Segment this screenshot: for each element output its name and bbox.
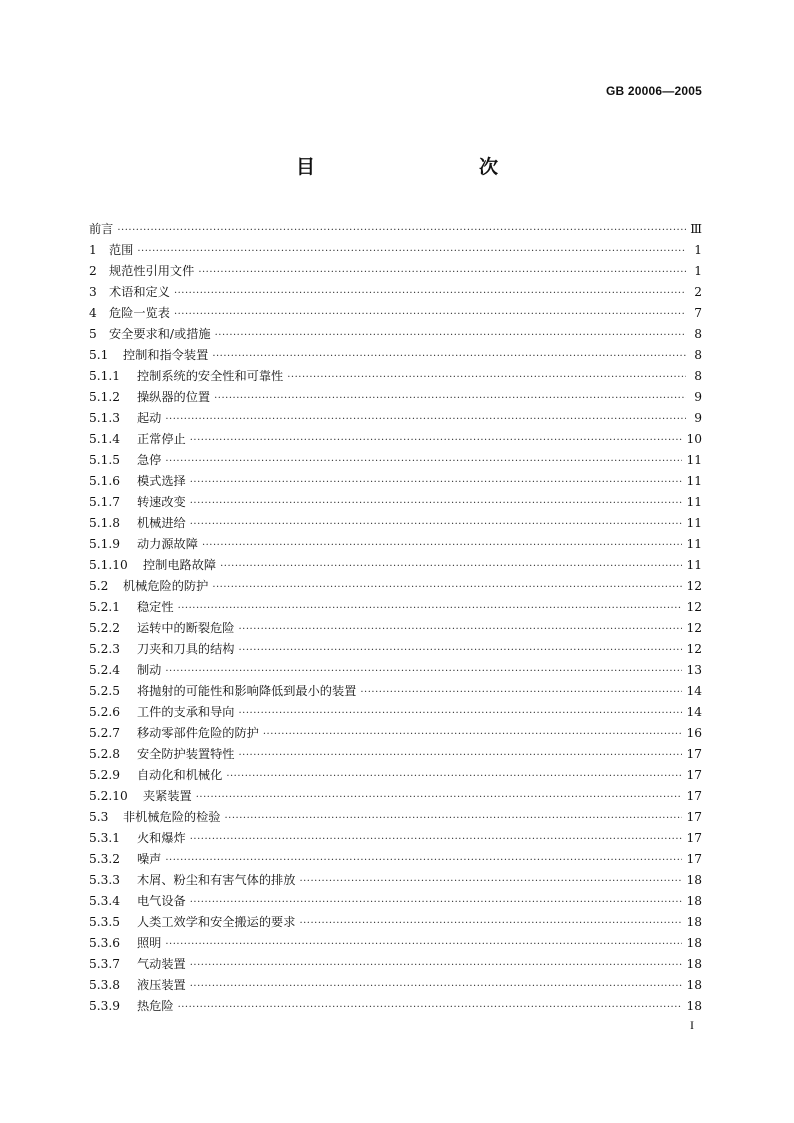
toc-entry-number: 5 [89, 327, 97, 341]
toc-entry-number: 5.3.3 [89, 873, 121, 887]
toc-entry-title: 火和爆炸 [137, 831, 186, 845]
toc-entry-number: 5.1 [89, 348, 109, 362]
toc-entry-number: 5.3.1 [89, 831, 121, 845]
standard-code: GB 20006—2005 [606, 84, 702, 98]
toc-entry[interactable] [89, 639, 702, 660]
toc-entry[interactable] [89, 828, 702, 849]
toc-entry-number: 5.3.9 [89, 999, 121, 1013]
page-number: I [690, 1018, 694, 1032]
toc-entry-page: 18 [686, 999, 702, 1013]
toc-entry-title: 刀夹和刀具的结构 [137, 642, 235, 656]
toc-entry-number: 5.2.9 [89, 768, 121, 782]
toc-entry-title: 动力源故障 [137, 537, 198, 551]
toc-entry-page: 16 [686, 726, 702, 740]
dot-leader [165, 411, 686, 429]
toc-entry-page: 18 [686, 978, 702, 992]
toc-entry-number: 5.2.7 [89, 726, 121, 740]
toc-entry[interactable] [89, 723, 702, 744]
dot-leader [190, 495, 683, 513]
toc-entry-number: 5.3.4 [89, 894, 121, 908]
toc-entry-title: 噪声 [137, 852, 162, 866]
toc-entry-number: 5.3.7 [89, 957, 121, 971]
dot-leader [190, 831, 683, 849]
toc-entry[interactable] [89, 555, 702, 576]
toc-entry-number: 5.1.7 [89, 495, 121, 509]
dot-leader [190, 516, 683, 534]
toc-entry[interactable] [89, 681, 702, 702]
toc-entry-number: 5.1.2 [89, 390, 121, 404]
toc-entry-title: 范围 [109, 243, 134, 257]
toc-entry-page: 17 [686, 768, 702, 782]
toc-entry-title: 操纵器的位置 [137, 390, 211, 404]
toc-entry[interactable] [89, 702, 702, 723]
toc-entry-title: 运转中的断裂危险 [137, 621, 235, 635]
dot-leader [190, 894, 683, 912]
toc-entry[interactable] [89, 534, 702, 555]
toc-entry-title: 模式选择 [137, 474, 186, 488]
toc-entry[interactable] [89, 912, 702, 933]
toc-entry-page: 17 [686, 831, 702, 845]
toc-entry[interactable] [89, 954, 702, 975]
toc-entry[interactable] [89, 765, 702, 786]
toc-entry[interactable] [89, 387, 702, 408]
toc-entry-number: 5.2 [89, 579, 109, 593]
toc-entry[interactable] [89, 471, 702, 492]
toc-entry-number: 5.3.6 [89, 936, 121, 950]
toc-entry-page: Ⅲ [690, 222, 702, 236]
toc-entry-title: 控制电路故障 [143, 558, 217, 572]
toc-entry[interactable] [89, 219, 702, 240]
toc-entry-title: 人类工效学和安全搬运的要求 [137, 915, 296, 929]
toc-entry-number: 5.1.4 [89, 432, 121, 446]
toc-entry-title: 机械危险的防护 [123, 579, 209, 593]
dot-leader [212, 348, 686, 366]
toc-entry-number: 5.1.6 [89, 474, 121, 488]
toc-entry[interactable] [89, 660, 702, 681]
toc-entry-title: 将抛射的可能性和影响降低到最小的装置 [137, 684, 357, 698]
toc-entry-page: 13 [686, 663, 702, 677]
toc-entry[interactable] [89, 744, 702, 765]
dot-leader [190, 474, 683, 492]
dot-leader [215, 327, 686, 345]
toc-entry-title: 正常停止 [137, 432, 186, 446]
toc-entry-number: 5.1.1 [89, 369, 121, 383]
dot-leader [165, 453, 682, 471]
toc-entry-title: 前言 [89, 222, 114, 236]
toc-entry-page: 17 [686, 852, 702, 866]
toc-entry-page: 11 [686, 474, 702, 488]
dot-leader [239, 642, 683, 660]
dot-leader [178, 999, 683, 1017]
dot-leader [299, 873, 682, 891]
toc-entry[interactable] [89, 975, 702, 996]
toc-entry-number: 5.2.1 [89, 600, 121, 614]
toc-entry-title: 急停 [137, 453, 162, 467]
dot-leader [212, 579, 682, 597]
dot-leader [239, 747, 683, 765]
toc-entry[interactable] [89, 303, 702, 324]
dot-leader [165, 852, 682, 870]
toc-entry[interactable] [89, 618, 702, 639]
toc-entry-page: 12 [686, 642, 702, 656]
toc-entry-title: 气动装置 [137, 957, 186, 971]
toc-entry-number: 4 [89, 306, 97, 320]
toc-entry-title: 自动化和机械化 [137, 768, 223, 782]
dot-leader [174, 285, 686, 303]
toc-entry[interactable] [89, 870, 702, 891]
toc-entry[interactable] [89, 807, 702, 828]
toc-entry[interactable] [89, 261, 702, 282]
toc-entry-page: 1 [694, 243, 702, 257]
dot-leader [239, 621, 683, 639]
toc-entry-title: 照明 [137, 936, 162, 950]
toc-entry[interactable] [89, 366, 702, 387]
toc-entry-page: 14 [686, 684, 702, 698]
toc-entry[interactable] [89, 849, 702, 870]
toc-entry-page: 1 [694, 264, 702, 278]
toc-entry-page: 17 [686, 789, 702, 803]
toc-entry-page: 10 [686, 432, 702, 446]
toc-entry-title: 规范性引用文件 [109, 264, 195, 278]
toc-entry-page: 11 [686, 516, 702, 530]
toc-entry-title: 控制和指令装置 [123, 348, 209, 362]
toc-entry-number: 5.1.8 [89, 516, 121, 530]
toc-entry-number: 5.2.3 [89, 642, 121, 656]
toc-entry[interactable] [89, 450, 702, 471]
toc-entry-page: 8 [694, 369, 702, 383]
dot-leader [287, 369, 686, 387]
toc-entry-page: 7 [694, 306, 702, 320]
toc-entry-title: 夹紧装置 [143, 789, 192, 803]
toc-entry-title: 木屑、粉尘和有害气体的排放 [137, 873, 296, 887]
dot-leader [220, 558, 682, 576]
toc-entry-number: 5.3.5 [89, 915, 121, 929]
toc-entry-title: 控制系统的安全性和可靠性 [137, 369, 284, 383]
toc-entry[interactable] [89, 240, 702, 261]
toc-entry-number: 5.2.6 [89, 705, 121, 719]
toc-entry-title: 制动 [137, 663, 162, 677]
dot-leader [198, 264, 686, 282]
dot-leader [165, 663, 682, 681]
toc-entry[interactable] [89, 933, 702, 954]
toc-entry-number: 5.3 [89, 810, 109, 824]
toc-entry-title: 移动零部件危险的防护 [137, 726, 259, 740]
toc-entry-number: 3 [89, 285, 97, 299]
toc-entry-page: 11 [686, 453, 702, 467]
toc-entry[interactable] [89, 513, 702, 534]
dot-leader [360, 684, 682, 702]
toc-entry-number: 5.1.5 [89, 453, 121, 467]
toc-entry-page: 18 [686, 894, 702, 908]
dot-leader [165, 936, 682, 954]
toc-entry-page: 11 [686, 495, 702, 509]
toc-entry-title: 安全要求和/或措施 [109, 327, 211, 341]
toc-entry-number: 5.2.2 [89, 621, 121, 635]
toc-entry-page: 8 [694, 327, 702, 341]
toc-entry-number: 5.3.2 [89, 852, 121, 866]
toc-entry-page: 14 [686, 705, 702, 719]
toc-entry[interactable] [89, 597, 702, 618]
dot-leader [190, 432, 683, 450]
toc-entry-page: 12 [686, 579, 702, 593]
toc-entry-number: 5.3.8 [89, 978, 121, 992]
page-title: 目 次 [295, 156, 540, 178]
toc-entry-title: 安全防护装置特性 [137, 747, 235, 761]
dot-leader [214, 390, 686, 408]
toc-entry-number: 5.2.10 [89, 789, 128, 803]
toc-entry[interactable] [89, 345, 702, 366]
toc-entry-page: 2 [694, 285, 702, 299]
toc-entry-title: 机械进给 [137, 516, 186, 530]
dot-leader [202, 537, 683, 555]
toc-entry[interactable] [89, 429, 702, 450]
toc-entry-page: 11 [686, 558, 702, 572]
toc-entry[interactable] [89, 324, 702, 345]
toc-entry-page: 18 [686, 915, 702, 929]
dot-leader [178, 600, 683, 618]
dot-leader [174, 306, 686, 324]
dot-leader [225, 810, 683, 828]
dot-leader [226, 768, 682, 786]
toc-entry-title: 危险一览表 [109, 306, 170, 320]
toc-entry-number: 5.2.5 [89, 684, 121, 698]
toc-entry-number: 1 [89, 243, 97, 257]
toc-entry-page: 17 [686, 810, 702, 824]
toc-entry-title: 热危险 [137, 999, 174, 1013]
toc-entry-page: 18 [686, 957, 702, 971]
toc-entry-title: 工件的支承和导向 [137, 705, 235, 719]
dot-leader [137, 243, 686, 261]
toc-entry-page: 17 [686, 747, 702, 761]
toc-entry[interactable] [89, 408, 702, 429]
toc-entry-number: 5.1.10 [89, 558, 128, 572]
toc-entry-title: 稳定性 [137, 600, 174, 614]
dot-leader [190, 978, 683, 996]
dot-leader [196, 789, 683, 807]
toc-entry[interactable] [89, 891, 702, 912]
dot-leader [117, 222, 686, 240]
toc-entry[interactable] [89, 492, 702, 513]
dot-leader [299, 915, 682, 933]
toc-entry-page: 12 [686, 621, 702, 635]
toc-entry-title: 术语和定义 [109, 285, 170, 299]
toc-entry-page: 18 [686, 873, 702, 887]
toc-entry-page: 9 [694, 390, 702, 404]
toc-entry-title: 液压装置 [137, 978, 186, 992]
toc-entry-title: 起动 [137, 411, 162, 425]
toc-entry-title: 转速改变 [137, 495, 186, 509]
toc-entry-number: 5.2.8 [89, 747, 121, 761]
toc-entry-number: 2 [89, 264, 97, 278]
toc-entry-number: 5.2.4 [89, 663, 121, 677]
toc-entry[interactable] [89, 996, 702, 1017]
toc-entry[interactable] [89, 282, 702, 303]
dot-leader [239, 705, 683, 723]
toc-entry-page: 9 [694, 411, 702, 425]
toc-entry-title: 非机械危险的检验 [123, 810, 221, 824]
dot-leader [190, 957, 683, 975]
toc-entry-page: 8 [694, 348, 702, 362]
dot-leader [263, 726, 683, 744]
toc-entry-number: 5.1.3 [89, 411, 121, 425]
table-of-contents [89, 219, 702, 1017]
toc-entry-number: 5.1.9 [89, 537, 121, 551]
toc-entry[interactable] [89, 576, 702, 597]
toc-entry-title: 电气设备 [137, 894, 186, 908]
toc-entry[interactable] [89, 786, 702, 807]
toc-entry-page: 12 [686, 600, 702, 614]
toc-entry-page: 11 [686, 537, 702, 551]
toc-entry-page: 18 [686, 936, 702, 950]
